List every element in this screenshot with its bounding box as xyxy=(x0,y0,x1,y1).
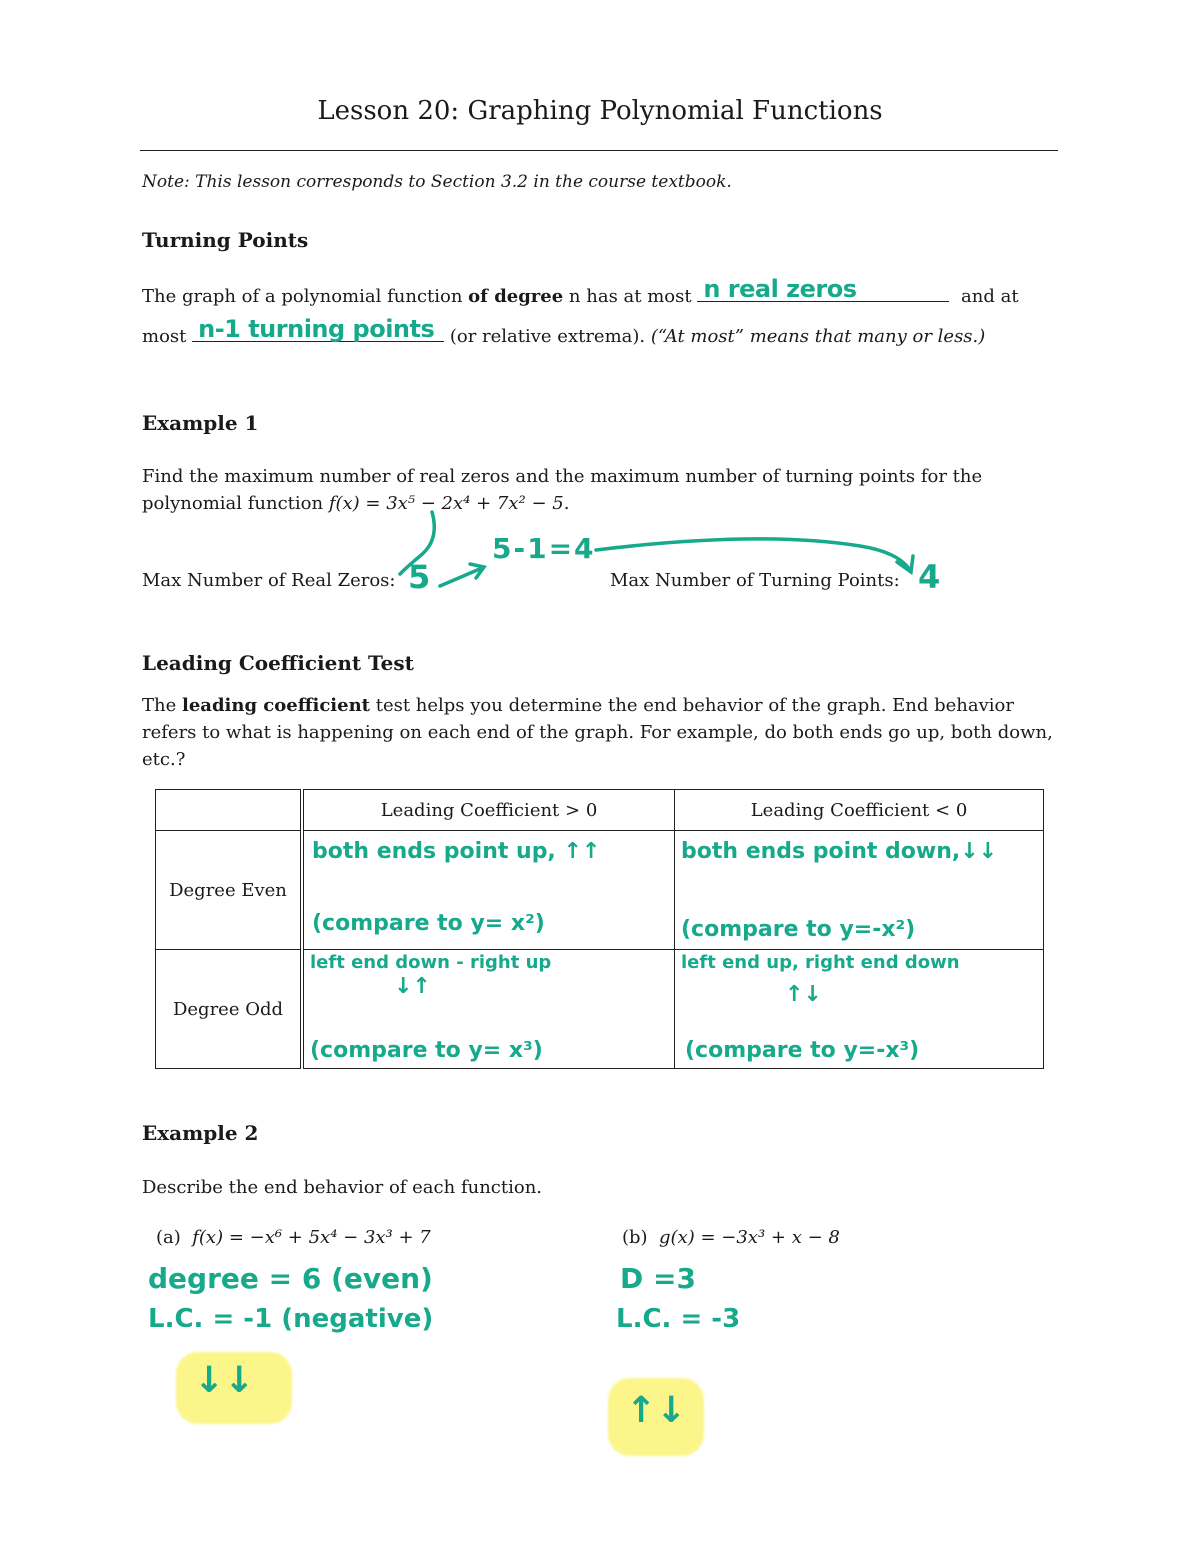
lesson-note: Note: This lesson corresponds to Section 3.2 in the course textbook. xyxy=(142,172,732,192)
handwritten-note: left end up, right end down xyxy=(681,952,960,973)
part-b-function xyxy=(622,1224,840,1251)
part-b-leading-coeff: L.C. = -3 xyxy=(616,1304,741,1334)
text: and at xyxy=(955,286,1019,307)
cell-odd-positive xyxy=(302,950,675,1069)
part-a-function xyxy=(156,1224,431,1251)
example-2-heading: Example 2 xyxy=(142,1121,259,1145)
handwritten-note: (compare to y= x³) xyxy=(310,1038,543,1063)
part-label: (b) xyxy=(622,1227,648,1248)
part-a-degree: degree = 6 (even) xyxy=(148,1262,433,1295)
example-1-arrows xyxy=(0,0,1200,620)
curve-arrow-to-zeros xyxy=(400,512,434,574)
header-positive: Leading Coefficient > 0 xyxy=(302,790,675,831)
header-negative: Leading Coefficient < 0 xyxy=(675,790,1044,831)
cell-odd-negative xyxy=(675,950,1044,1069)
handwritten-arrows: ↑↓ xyxy=(785,982,822,1007)
text: (or relative extrema). xyxy=(444,326,651,347)
page-title: Lesson 20: Graphing Polynomial Functions xyxy=(317,96,883,126)
function-expression: f(x) = 3x⁵ − 2x⁴ + 7x² − 5. xyxy=(328,493,570,514)
max-turning-label: Max Number of Turning Points: xyxy=(610,570,900,591)
handwritten-note: (compare to y= x²) xyxy=(312,911,545,936)
text: test helps you determine the end behavior of the graph. End behavior xyxy=(369,695,1015,716)
function-expression: f(x) = −x⁶ + 5x⁴ − 3x³ + 7 xyxy=(192,1227,431,1248)
text: most xyxy=(142,326,193,347)
handwritten-note: both ends point up, ↑↑ xyxy=(312,839,601,864)
function-expression: g(x) = −3x³ + x − 8 xyxy=(659,1227,840,1248)
bold-text: leading coefficient xyxy=(181,695,370,716)
lct-table xyxy=(155,789,1044,1069)
part-a-end-behavior-arrows: ↓↓ xyxy=(194,1360,255,1401)
example-1-heading: Example 1 xyxy=(142,411,259,435)
lct-paragraph-2: refers to what is happening on each end of the graph. For example, do both ends go up, both down, xyxy=(142,722,1053,743)
text: n has at most xyxy=(563,286,698,307)
handwritten-note: left end down - right up xyxy=(310,952,552,973)
row-label-even: Degree Even xyxy=(156,831,303,950)
part-label: (a) xyxy=(156,1227,181,1248)
corner-cell xyxy=(156,790,303,831)
turning-calc: 5-1=4 xyxy=(492,532,596,565)
handwritten-answer: n-1 turning points xyxy=(198,315,435,343)
example-1-text-1: Find the maximum number of real zeros and the maximum number of turning points for the xyxy=(142,466,983,487)
handwritten-answer: n real zeros xyxy=(703,275,857,303)
text: polynomial function xyxy=(142,493,329,514)
lct-paragraph-1 xyxy=(142,692,1014,719)
text: The xyxy=(142,695,182,716)
handwritten-arrows: ↓↑ xyxy=(394,974,431,999)
example-2-prompt: Describe the end behavior of each function. xyxy=(142,1177,543,1198)
turning-points-heading: Turning Points xyxy=(142,228,309,252)
max-zeros-answer: 5 xyxy=(408,558,431,596)
cell-even-positive xyxy=(302,831,675,950)
handwritten-note: (compare to y=-x³) xyxy=(685,1038,920,1063)
max-zeros-label: Max Number of Real Zeros: xyxy=(142,570,396,591)
text: The graph of a polynomial function xyxy=(142,286,469,307)
italic-text: (“At most” means that many or less.) xyxy=(650,326,986,347)
curve-arrow-to-turning xyxy=(596,539,910,570)
handwritten-note: both ends point down,↓↓ xyxy=(681,839,998,864)
lct-heading: Leading Coefficient Test xyxy=(142,651,414,675)
handwritten-note: (compare to y=-x²) xyxy=(681,917,916,942)
row-label-odd: Degree Odd xyxy=(156,950,303,1069)
lct-paragraph-3: etc.? xyxy=(142,749,186,770)
part-b-end-behavior-arrows: ↑↓ xyxy=(626,1390,687,1431)
part-a-leading-coeff: L.C. = -1 (negative) xyxy=(148,1304,434,1334)
cell-even-negative xyxy=(675,831,1044,950)
bold-text: of degree xyxy=(468,286,564,307)
part-b-degree: D =3 xyxy=(620,1262,696,1295)
max-turning-answer: 4 xyxy=(918,558,941,596)
